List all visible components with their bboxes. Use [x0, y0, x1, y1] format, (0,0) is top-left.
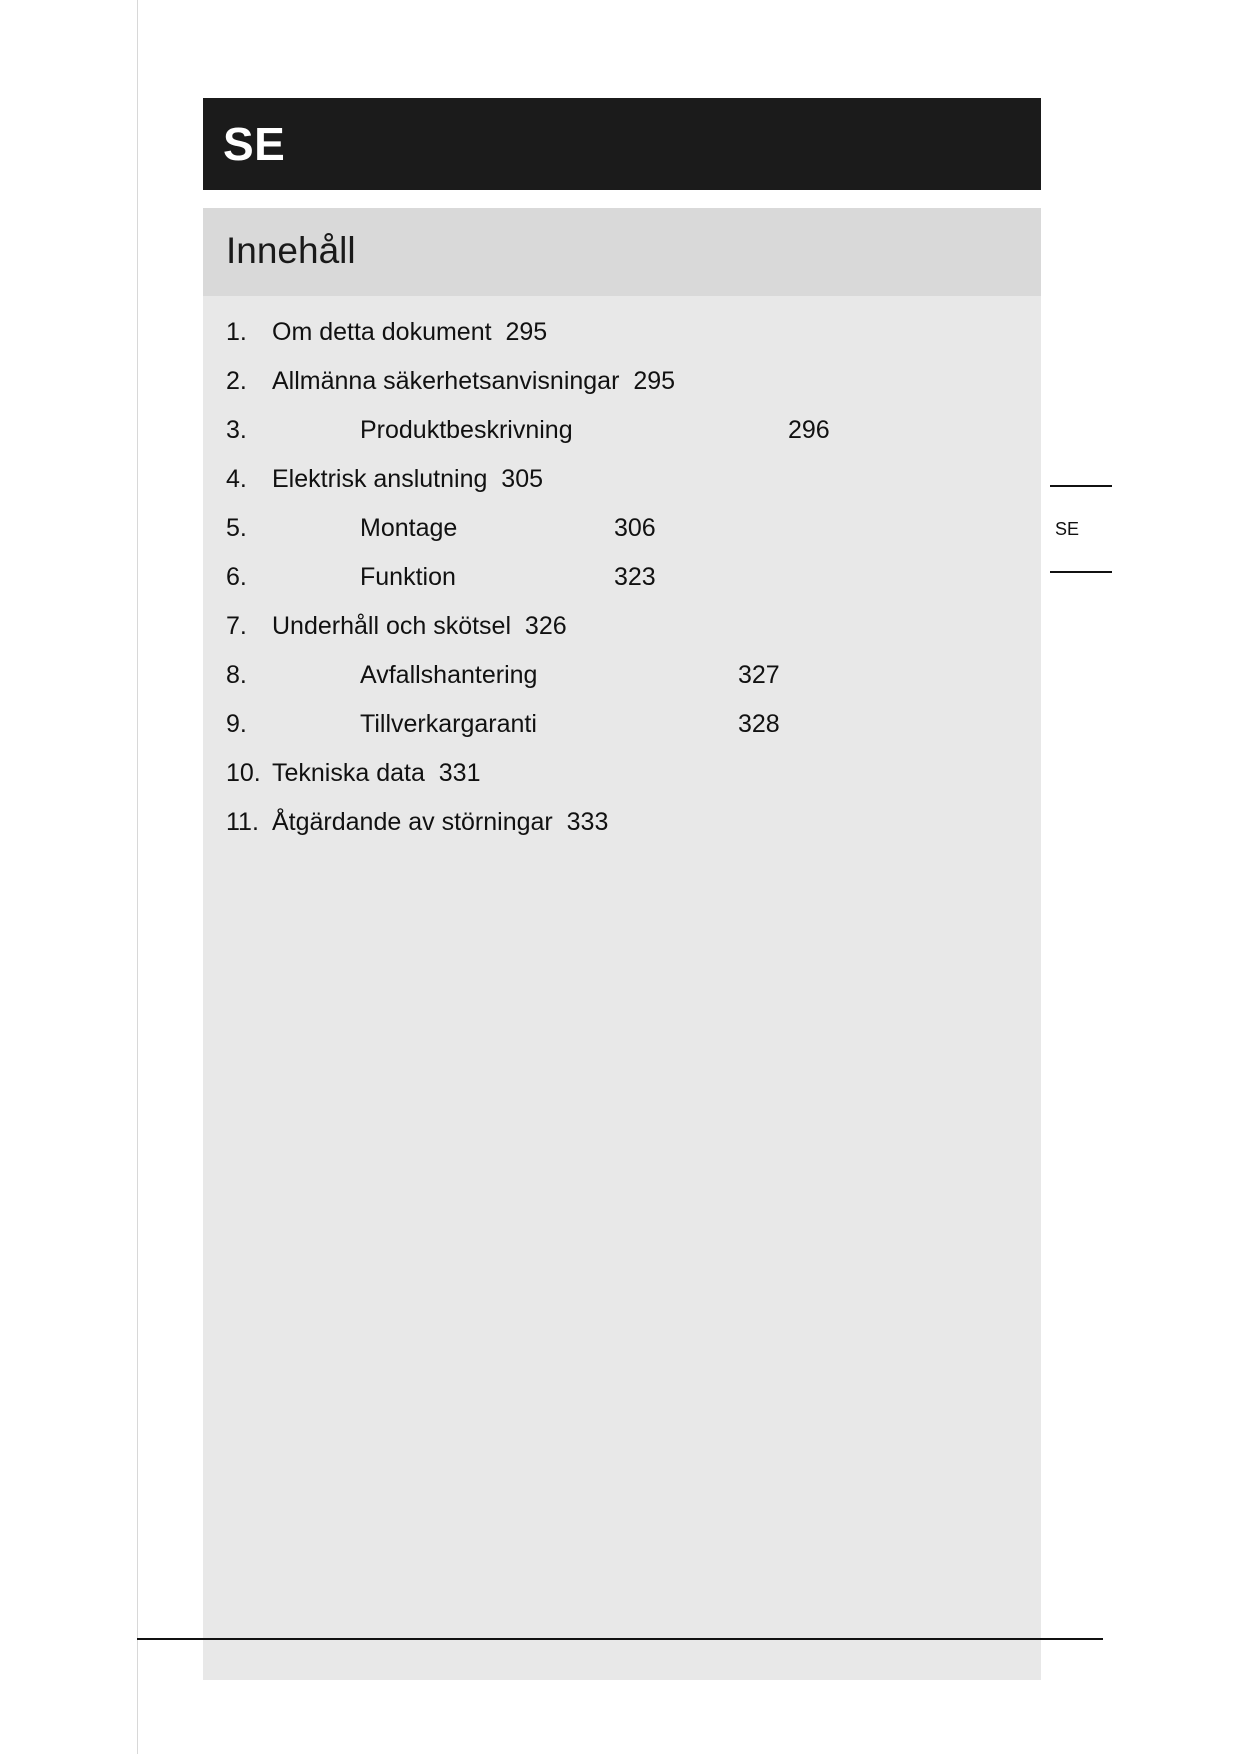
page-title: Innehåll — [226, 230, 356, 271]
toc-entry-title: Underhåll och skötsel — [272, 612, 512, 640]
toc-entry-body — [272, 602, 567, 651]
language-code-label: SE — [223, 118, 286, 170]
toc-list — [226, 308, 1018, 847]
toc-entry-title: Elektrisk anslutning — [272, 465, 488, 493]
toc-entry-page: 296 — [788, 416, 830, 444]
toc-entry-body — [272, 308, 547, 357]
toc-entry-page: 331 — [438, 759, 481, 787]
toc-entry-page: 295 — [505, 318, 548, 346]
side-tab-marker — [1032, 485, 1112, 573]
toc-entry-body — [272, 749, 481, 798]
toc-entry-page: 323 — [614, 563, 656, 591]
toc-entry-title: Funktion — [360, 563, 456, 591]
toc-entry-number: 6. — [226, 563, 247, 591]
toc-entry[interactable] — [226, 455, 1018, 504]
toc-entry-body — [272, 798, 608, 847]
side-tab-label: SE — [1055, 519, 1080, 539]
toc-entry[interactable] — [226, 602, 1018, 651]
page-left-edge-rule — [137, 0, 138, 1754]
toc-entry-number: 10. — [226, 759, 261, 787]
toc-entry[interactable] — [226, 357, 1018, 406]
toc-entry-page: 295 — [633, 367, 676, 395]
toc-entry-title: Tillverkargaranti — [360, 710, 537, 738]
toc-entry-number: 2. — [226, 367, 247, 395]
toc-title-band — [203, 208, 1041, 296]
toc-entry[interactable] — [226, 406, 1018, 455]
toc-entry-number: 9. — [226, 710, 247, 738]
toc-entry-title: Tekniska data — [272, 759, 425, 787]
toc-entry-number: 3. — [226, 416, 247, 444]
language-header-band — [203, 98, 1041, 190]
toc-entry[interactable] — [226, 553, 1018, 602]
toc-entry[interactable] — [226, 749, 1018, 798]
toc-entry-number: 7. — [226, 612, 247, 640]
table-of-contents-panel — [203, 208, 1041, 1680]
toc-entry[interactable] — [226, 651, 1018, 700]
toc-entry-number: 1. — [226, 318, 247, 346]
toc-entry-title: Åtgärdande av störningar — [272, 808, 553, 836]
toc-entry-page: 326 — [524, 612, 567, 640]
toc-entry-number: 11. — [226, 808, 259, 836]
toc-entry-page: 327 — [738, 661, 780, 689]
toc-entry-title: Montage — [360, 514, 458, 542]
toc-entry-number: 8. — [226, 661, 247, 689]
toc-entry-title: Avfallshantering — [360, 661, 538, 689]
toc-entry[interactable] — [226, 700, 1018, 749]
toc-entry-number: 4. — [226, 465, 247, 493]
toc-entry-title: Om detta dokument — [272, 318, 492, 346]
toc-entry-title: Produktbeskrivning — [360, 416, 573, 444]
toc-entry-page: 328 — [738, 710, 780, 738]
toc-entry-page: 333 — [566, 808, 609, 836]
page-bottom-rule — [137, 1638, 1103, 1640]
toc-entry-number: 5. — [226, 514, 247, 542]
toc-entry-body — [272, 455, 543, 504]
side-tab-bottom-rule — [1050, 571, 1112, 573]
toc-entry-page: 306 — [614, 514, 656, 542]
toc-entry-title: Allmänna säkerhetsanvisningar — [272, 367, 620, 395]
toc-entry[interactable] — [226, 308, 1018, 357]
toc-entry[interactable] — [226, 504, 1018, 553]
toc-entry-page: 305 — [501, 465, 544, 493]
toc-entry[interactable] — [226, 798, 1018, 847]
toc-entry-body — [272, 357, 675, 406]
side-tab-top-rule — [1050, 485, 1112, 487]
